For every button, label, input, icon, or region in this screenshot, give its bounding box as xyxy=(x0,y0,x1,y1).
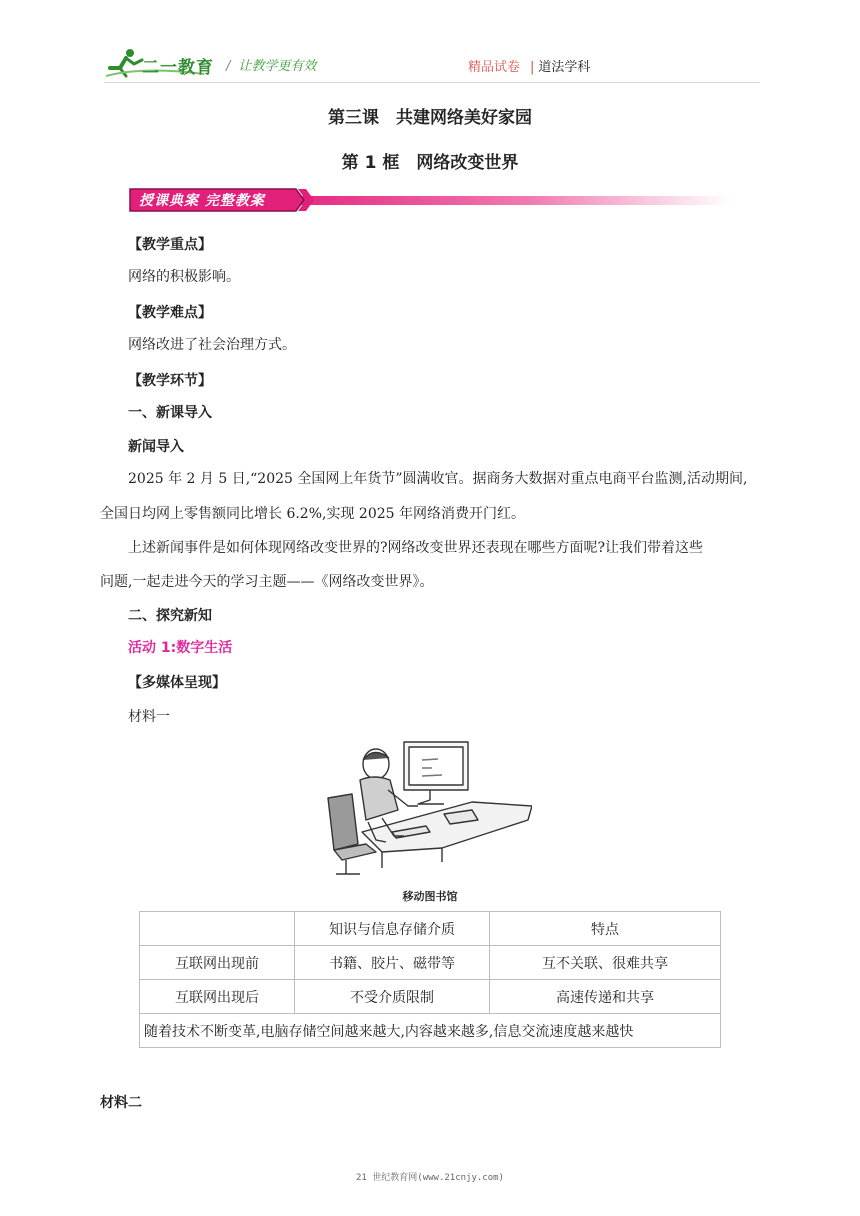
table-row xyxy=(140,946,721,980)
table-summary-row xyxy=(140,1014,721,1048)
page-footer: 21 世纪教育网(www.21cnjy.com) xyxy=(356,1173,504,1183)
part1-heading: 一、新课导入 xyxy=(128,405,212,421)
table-header-row xyxy=(140,912,721,946)
table-summary: 随着技术不断变革,电脑存储空间越来越大,内容越来越多,信息交流速度越来越快 xyxy=(140,1014,721,1048)
table-header-cell xyxy=(140,912,295,946)
material-1-label: 材料一 xyxy=(128,709,170,725)
banner-label: 授课典案 完整教案 xyxy=(139,193,265,209)
lesson-title: 第三课 共建网络美好家园 xyxy=(328,108,532,128)
header-slogan xyxy=(226,55,316,74)
part2-heading: 二、探究新知 xyxy=(128,608,212,624)
header-subject: 道法学科 xyxy=(538,60,591,75)
table-cell: 互联网出现后 xyxy=(140,980,295,1014)
steps-heading: 【教学环节】 xyxy=(128,373,212,389)
header-badge: 精品试卷 xyxy=(468,60,521,75)
logo-text: 二一教育 xyxy=(142,58,214,78)
table-header-cell: 特点 xyxy=(490,912,721,946)
multimedia-heading: 【多媒体呈现】 xyxy=(128,675,226,691)
figure-caption: 移动图书馆 xyxy=(402,890,458,903)
table-cell: 书籍、胶片、磁带等 xyxy=(295,946,490,980)
news-heading: 新闻导入 xyxy=(128,439,184,455)
header-divider: | xyxy=(530,60,535,75)
slogan-text: 让教学更有效 xyxy=(238,59,317,74)
material-2-label: 材料二 xyxy=(100,1095,142,1111)
question-line-1: 上述新闻事件是如何体现网络改变世界的?网络改变世界还表现在哪些方面呢?让我们带着这些 xyxy=(128,540,704,556)
news-line-1: 2025 年 2 月 5 日,“2025 全国网上年货节”圆满收官。据商务大数据对重点电商平台监测,活动期间, xyxy=(128,471,748,487)
question-line-2: 问题,一起走进今天的学习主题——《网络改变世界》。 xyxy=(100,574,434,590)
table-row xyxy=(140,980,721,1014)
table-header-cell: 知识与信息存储介质 xyxy=(295,912,490,946)
difficulty-heading: 【教学难点】 xyxy=(128,305,212,321)
section-title: 第 1 框 网络改变世界 xyxy=(341,153,519,173)
news-line-2: 全国日均网上零售额同比增长 6.2%,实现 2025 年网络消费开门红。 xyxy=(100,506,525,522)
difficulty-text: 网络改进了社会治理方式。 xyxy=(128,337,296,353)
focus-text: 网络的积极影响。 xyxy=(128,269,240,285)
table-cell: 不受介质限制 xyxy=(295,980,490,1014)
table-cell: 互不关联、很难共享 xyxy=(490,946,721,980)
mobile-library-illustration xyxy=(322,740,532,880)
header-right xyxy=(468,56,590,75)
table-cell: 高速传递和共享 xyxy=(490,980,721,1014)
focus-heading: 【教学重点】 xyxy=(128,237,212,253)
slogan-separator: / xyxy=(226,59,231,74)
activity-1-heading: 活动 1:数字生活 xyxy=(128,640,233,656)
header-rule xyxy=(104,82,760,83)
comparison-table xyxy=(139,911,721,1048)
table-cell: 互联网出现前 xyxy=(140,946,295,980)
